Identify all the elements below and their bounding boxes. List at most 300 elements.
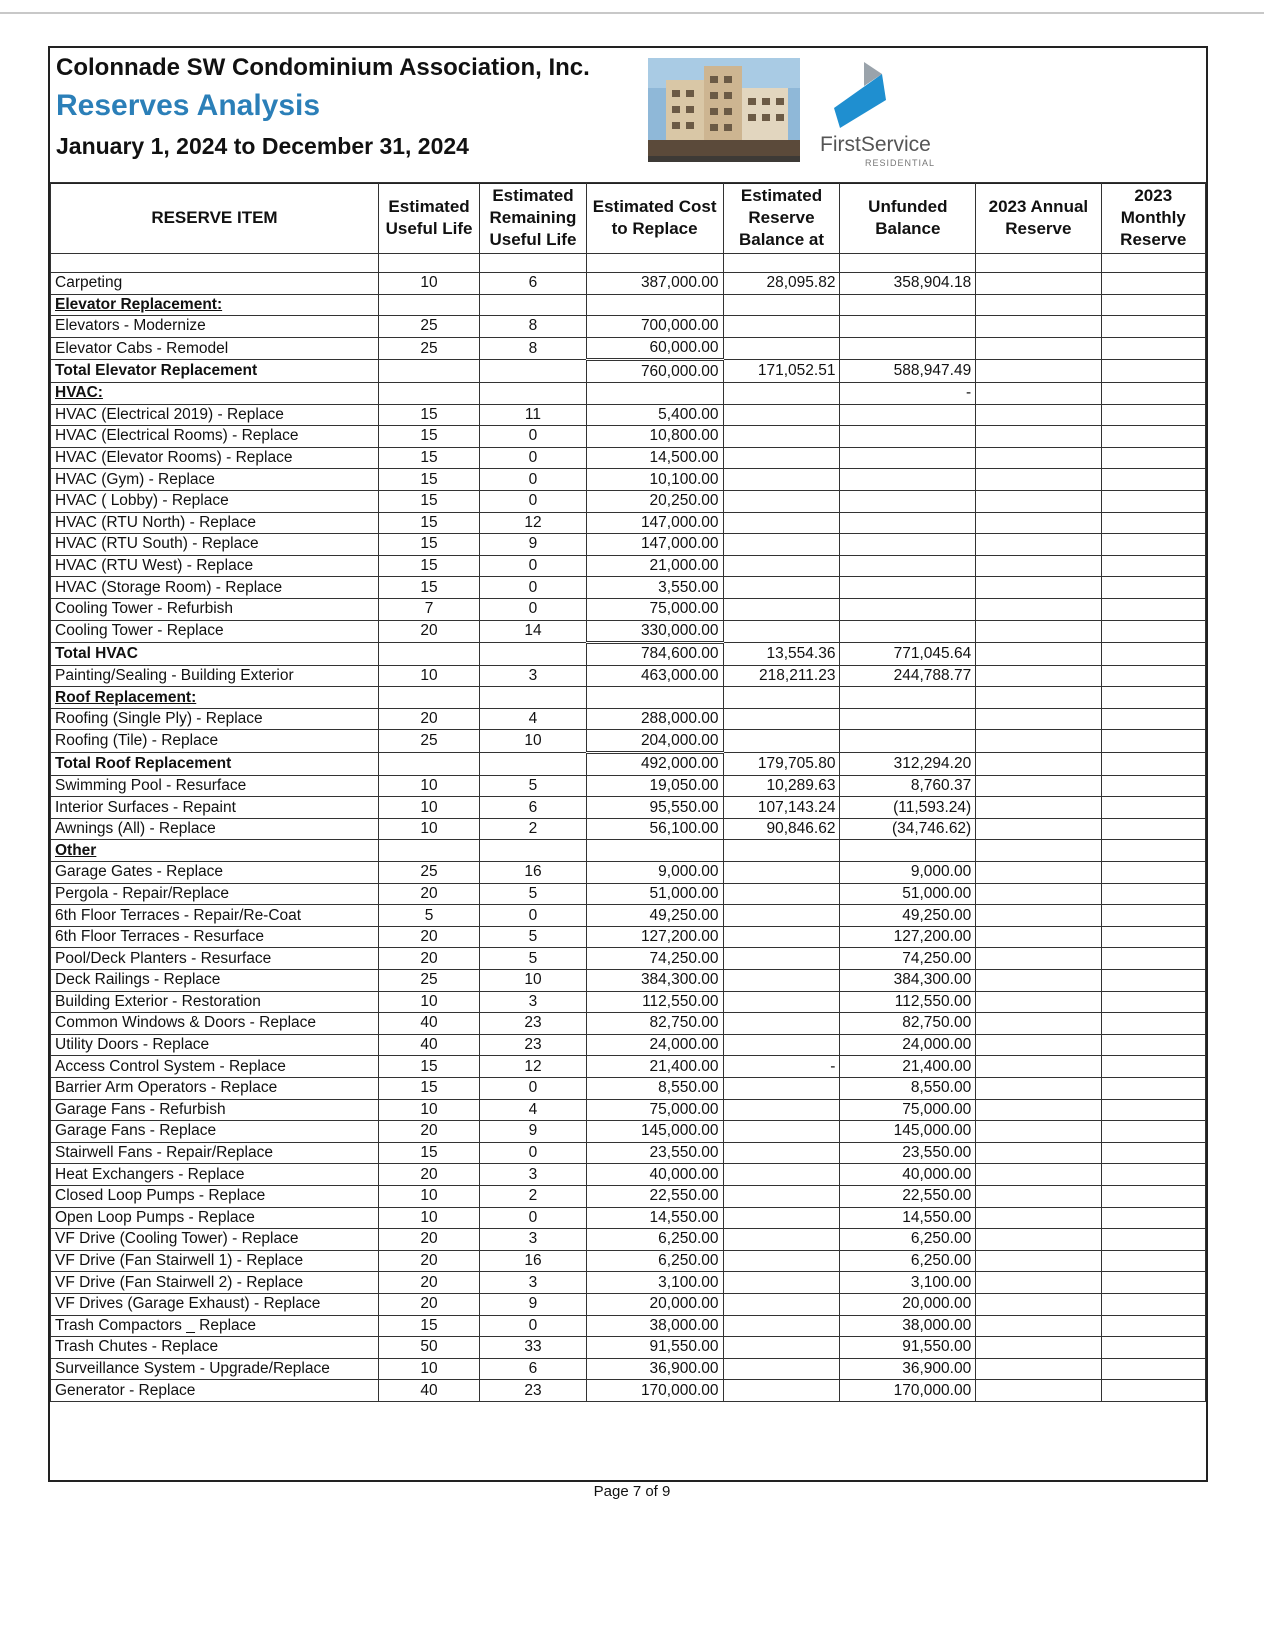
cell-annual-reserve	[976, 1164, 1101, 1186]
cell-unfunded: 8,760.37	[840, 775, 976, 797]
cell-unfunded: -	[840, 382, 976, 404]
cell-remaining-life: 3	[480, 665, 587, 687]
cell-unfunded: 40,000.00	[840, 1164, 976, 1186]
cell-annual-reserve	[976, 316, 1101, 338]
cell-reserve-balance	[723, 1358, 840, 1380]
cell-reserve-balance	[723, 382, 840, 404]
cell-cost: 75,000.00	[586, 598, 723, 620]
table-row	[51, 1013, 1206, 1035]
top-rule	[0, 12, 1264, 14]
cell-useful-life	[378, 382, 479, 404]
cell-cost	[586, 840, 723, 862]
spacer-row	[51, 254, 1206, 273]
logo-name: FirstService	[820, 133, 931, 156]
table-row	[51, 512, 1206, 534]
cell-annual-reserve	[976, 1293, 1101, 1315]
cell-annual-reserve	[976, 273, 1101, 295]
cell-cost: 36,900.00	[586, 1358, 723, 1380]
cell-remaining-life	[480, 687, 587, 709]
table-row	[51, 905, 1206, 927]
cell-reserve-balance: 171,052.51	[723, 360, 840, 383]
cell-remaining-life	[480, 294, 587, 316]
cell-reserve-balance: 13,554.36	[723, 643, 840, 666]
cell-annual-reserve	[976, 797, 1101, 819]
cell-remaining-life	[480, 840, 587, 862]
cell-reserve-balance	[723, 1272, 840, 1294]
cell-useful-life: 25	[378, 862, 479, 884]
cell-monthly-reserve	[1101, 620, 1205, 643]
cell-item: Cooling Tower - Replace	[51, 620, 379, 643]
cell-useful-life: 7	[378, 598, 479, 620]
cell-reserve-balance: 10,289.63	[723, 775, 840, 797]
cell-remaining-life: 0	[480, 1315, 587, 1337]
cell-annual-reserve	[976, 426, 1101, 448]
cell-annual-reserve	[976, 1250, 1101, 1272]
cell-cost: 10,800.00	[586, 426, 723, 448]
cell-annual-reserve	[976, 643, 1101, 666]
cell-reserve-balance	[723, 1077, 840, 1099]
cell-annual-reserve	[976, 360, 1101, 383]
cell-annual-reserve	[976, 1077, 1101, 1099]
cell-remaining-life: 23	[480, 1013, 587, 1035]
table-row	[51, 926, 1206, 948]
cell-monthly-reserve	[1101, 1207, 1205, 1229]
cell-useful-life: 15	[378, 1077, 479, 1099]
cell-reserve-balance	[723, 905, 840, 927]
col-header-annual: 2023 Annual Reserve	[976, 183, 1101, 254]
report-period: January 1, 2024 to December 31, 2024	[56, 133, 469, 159]
cell-reserve-balance: -	[723, 1056, 840, 1078]
cell-remaining-life	[480, 254, 587, 273]
cell-useful-life: 10	[378, 1207, 479, 1229]
cell-item: Closed Loop Pumps - Replace	[51, 1185, 379, 1207]
cell-reserve-balance	[723, 1315, 840, 1337]
cell-annual-reserve	[976, 665, 1101, 687]
cell-cost: 9,000.00	[586, 862, 723, 884]
cell-useful-life	[378, 840, 479, 862]
cell-useful-life: 20	[378, 883, 479, 905]
section-row	[51, 382, 1206, 404]
cell-annual-reserve	[976, 1358, 1101, 1380]
cell-cost: 3,100.00	[586, 1272, 723, 1294]
col-header-item: RESERVE ITEM	[51, 183, 379, 254]
col-header-remaining-life: Estimated Remaining Useful Life	[480, 183, 587, 254]
cell-monthly-reserve	[1101, 1185, 1205, 1207]
section-row	[51, 294, 1206, 316]
cell-annual-reserve	[976, 687, 1101, 709]
cell-cost: 19,050.00	[586, 775, 723, 797]
cell-item: Pool/Deck Planters - Resurface	[51, 948, 379, 970]
cell-cost: 784,600.00	[586, 643, 723, 666]
cell-monthly-reserve	[1101, 469, 1205, 491]
cell-reserve-balance	[723, 577, 840, 599]
cell-item: Stairwell Fans - Repair/Replace	[51, 1142, 379, 1164]
table-row	[51, 1164, 1206, 1186]
cell-unfunded	[840, 730, 976, 753]
table-row	[51, 991, 1206, 1013]
cell-remaining-life: 0	[480, 577, 587, 599]
cell-monthly-reserve	[1101, 883, 1205, 905]
cell-reserve-balance	[723, 1142, 840, 1164]
cell-unfunded	[840, 294, 976, 316]
cell-useful-life: 15	[378, 404, 479, 426]
cell-annual-reserve	[976, 294, 1101, 316]
cell-item: Other	[51, 840, 379, 862]
table-row	[51, 1337, 1206, 1359]
cell-remaining-life: 9	[480, 1121, 587, 1143]
cell-monthly-reserve	[1101, 840, 1205, 862]
cell-cost: 147,000.00	[586, 534, 723, 556]
cell-unfunded: 771,045.64	[840, 643, 976, 666]
cell-useful-life: 20	[378, 1293, 479, 1315]
table-row	[51, 490, 1206, 512]
table-row	[51, 1142, 1206, 1164]
cell-item: Heat Exchangers - Replace	[51, 1164, 379, 1186]
cell-monthly-reserve	[1101, 970, 1205, 992]
cell-cost: 170,000.00	[586, 1380, 723, 1402]
cell-monthly-reserve	[1101, 382, 1205, 404]
cell-monthly-reserve	[1101, 447, 1205, 469]
cell-remaining-life: 10	[480, 730, 587, 753]
table-row	[51, 1293, 1206, 1315]
cell-reserve-balance	[723, 1013, 840, 1035]
cell-item: HVAC (RTU South) - Replace	[51, 534, 379, 556]
cell-remaining-life: 3	[480, 991, 587, 1013]
cell-annual-reserve	[976, 469, 1101, 491]
cell-remaining-life: 9	[480, 534, 587, 556]
table-row	[51, 775, 1206, 797]
cell-useful-life: 50	[378, 1337, 479, 1359]
table-row	[51, 797, 1206, 819]
cell-monthly-reserve	[1101, 294, 1205, 316]
cell-unfunded	[840, 404, 976, 426]
cell-remaining-life: 23	[480, 1380, 587, 1402]
table-header-row	[51, 183, 1206, 254]
cell-monthly-reserve	[1101, 1121, 1205, 1143]
cell-unfunded: 358,904.18	[840, 273, 976, 295]
cell-item: Awnings (All) - Replace	[51, 818, 379, 840]
cell-useful-life: 10	[378, 991, 479, 1013]
cell-cost: 60,000.00	[586, 337, 723, 360]
cell-reserve-balance	[723, 1185, 840, 1207]
cell-useful-life: 15	[378, 1056, 479, 1078]
cell-monthly-reserve	[1101, 730, 1205, 753]
cell-item: Carpeting	[51, 273, 379, 295]
cell-cost: 288,000.00	[586, 708, 723, 730]
cell-reserve-balance	[723, 1121, 840, 1143]
cell-reserve-balance	[723, 426, 840, 448]
cell-monthly-reserve	[1101, 1358, 1205, 1380]
association-name: Colonnade SW Condominium Association, Inc.	[56, 54, 590, 81]
cell-remaining-life: 4	[480, 1099, 587, 1121]
cell-monthly-reserve	[1101, 862, 1205, 884]
cell-cost: 74,250.00	[586, 948, 723, 970]
cell-remaining-life	[480, 360, 587, 383]
cell-useful-life	[378, 753, 479, 776]
cell-monthly-reserve	[1101, 1056, 1205, 1078]
cell-reserve-balance	[723, 862, 840, 884]
cell-unfunded	[840, 598, 976, 620]
cell-unfunded	[840, 577, 976, 599]
cell-annual-reserve	[976, 534, 1101, 556]
cell-unfunded: 82,750.00	[840, 1013, 976, 1035]
cell-unfunded	[840, 708, 976, 730]
cell-unfunded: 14,550.00	[840, 1207, 976, 1229]
cell-unfunded	[840, 620, 976, 643]
cell-annual-reserve	[976, 753, 1101, 776]
cell-monthly-reserve	[1101, 577, 1205, 599]
cell-monthly-reserve	[1101, 316, 1205, 338]
cell-annual-reserve	[976, 1034, 1101, 1056]
cell-annual-reserve	[976, 1272, 1101, 1294]
table-row	[51, 316, 1206, 338]
col-header-unfunded: Unfunded Balance	[840, 183, 976, 254]
cell-unfunded: 127,200.00	[840, 926, 976, 948]
cell-unfunded: 49,250.00	[840, 905, 976, 927]
cell-reserve-balance	[723, 294, 840, 316]
cell-unfunded: 51,000.00	[840, 883, 976, 905]
cell-item: Cooling Tower - Refurbish	[51, 598, 379, 620]
cell-remaining-life: 9	[480, 1293, 587, 1315]
cell-item	[51, 254, 379, 273]
cell-remaining-life: 14	[480, 620, 587, 643]
cell-cost: 6,250.00	[586, 1250, 723, 1272]
table-row	[51, 1034, 1206, 1056]
cell-annual-reserve	[976, 1207, 1101, 1229]
cell-remaining-life: 5	[480, 926, 587, 948]
cell-useful-life: 25	[378, 730, 479, 753]
cell-cost: 91,550.00	[586, 1337, 723, 1359]
table-row	[51, 577, 1206, 599]
cell-unfunded	[840, 490, 976, 512]
cell-reserve-balance: 179,705.80	[723, 753, 840, 776]
cell-annual-reserve	[976, 620, 1101, 643]
cell-remaining-life	[480, 643, 587, 666]
cell-unfunded	[840, 426, 976, 448]
cell-item: Garage Fans - Refurbish	[51, 1099, 379, 1121]
cell-remaining-life: 8	[480, 337, 587, 360]
cell-annual-reserve	[976, 1056, 1101, 1078]
cell-monthly-reserve	[1101, 1013, 1205, 1035]
cell-unfunded	[840, 337, 976, 360]
cell-reserve-balance	[723, 404, 840, 426]
cell-cost: 700,000.00	[586, 316, 723, 338]
cell-unfunded: 170,000.00	[840, 1380, 976, 1402]
cell-annual-reserve	[976, 447, 1101, 469]
cell-cost: 6,250.00	[586, 1229, 723, 1251]
cell-item: HVAC (Storage Room) - Replace	[51, 577, 379, 599]
cell-monthly-reserve	[1101, 555, 1205, 577]
cell-cost: 5,400.00	[586, 404, 723, 426]
cell-item: VF Drive (Fan Stairwell 2) - Replace	[51, 1272, 379, 1294]
table-row	[51, 620, 1206, 643]
cell-item: Total Elevator Replacement	[51, 360, 379, 383]
cell-annual-reserve	[976, 970, 1101, 992]
cell-remaining-life: 5	[480, 948, 587, 970]
cell-remaining-life: 23	[480, 1034, 587, 1056]
table-body	[51, 254, 1206, 1402]
cell-remaining-life: 3	[480, 1164, 587, 1186]
cell-monthly-reserve	[1101, 534, 1205, 556]
cell-unfunded: 21,400.00	[840, 1056, 976, 1078]
cell-item: Painting/Sealing - Building Exterior	[51, 665, 379, 687]
cell-monthly-reserve	[1101, 426, 1205, 448]
cell-monthly-reserve	[1101, 512, 1205, 534]
cell-item: VF Drives (Garage Exhaust) - Replace	[51, 1293, 379, 1315]
cell-annual-reserve	[976, 862, 1101, 884]
cell-remaining-life: 0	[480, 447, 587, 469]
cell-monthly-reserve	[1101, 1380, 1205, 1402]
cell-annual-reserve	[976, 382, 1101, 404]
cell-cost: 384,300.00	[586, 970, 723, 992]
cell-reserve-balance	[723, 1250, 840, 1272]
cell-cost	[586, 294, 723, 316]
cell-remaining-life: 12	[480, 1056, 587, 1078]
cell-annual-reserve	[976, 577, 1101, 599]
table-row	[51, 1185, 1206, 1207]
table-row	[51, 665, 1206, 687]
cell-monthly-reserve	[1101, 926, 1205, 948]
table-row	[51, 426, 1206, 448]
cell-reserve-balance	[723, 991, 840, 1013]
section-row	[51, 687, 1206, 709]
cell-useful-life	[378, 360, 479, 383]
cell-reserve-balance	[723, 555, 840, 577]
cell-useful-life: 10	[378, 797, 479, 819]
cell-item: Roofing (Single Ply) - Replace	[51, 708, 379, 730]
cell-cost: 49,250.00	[586, 905, 723, 927]
cell-item: Roof Replacement:	[51, 687, 379, 709]
cell-unfunded: 145,000.00	[840, 1121, 976, 1143]
cell-item: Utility Doors - Replace	[51, 1034, 379, 1056]
cell-item: Barrier Arm Operators - Replace	[51, 1077, 379, 1099]
table-row	[51, 708, 1206, 730]
cell-monthly-reserve	[1101, 797, 1205, 819]
cell-monthly-reserve	[1101, 490, 1205, 512]
cell-useful-life: 20	[378, 620, 479, 643]
cell-unfunded: 6,250.00	[840, 1229, 976, 1251]
cell-remaining-life	[480, 382, 587, 404]
col-header-cost: Estimated Cost to Replace	[586, 183, 723, 254]
cell-unfunded: (11,593.24)	[840, 797, 976, 819]
cell-useful-life: 20	[378, 1164, 479, 1186]
cell-remaining-life: 0	[480, 555, 587, 577]
cell-annual-reserve	[976, 1229, 1101, 1251]
cell-annual-reserve	[976, 818, 1101, 840]
cell-cost: 21,400.00	[586, 1056, 723, 1078]
cell-annual-reserve	[976, 905, 1101, 927]
cell-reserve-balance	[723, 490, 840, 512]
cell-useful-life: 15	[378, 555, 479, 577]
cell-item: HVAC:	[51, 382, 379, 404]
cell-unfunded	[840, 447, 976, 469]
cell-monthly-reserve	[1101, 708, 1205, 730]
table-row	[51, 534, 1206, 556]
cell-cost: 51,000.00	[586, 883, 723, 905]
cell-item: Trash Compactors _ Replace	[51, 1315, 379, 1337]
cell-reserve-balance: 218,211.23	[723, 665, 840, 687]
cell-monthly-reserve	[1101, 360, 1205, 383]
cell-reserve-balance	[723, 620, 840, 643]
col-header-monthly: 2023 Monthly Reserve	[1101, 183, 1205, 254]
table-row	[51, 404, 1206, 426]
cell-unfunded: 22,550.00	[840, 1185, 976, 1207]
cell-remaining-life: 0	[480, 1142, 587, 1164]
cell-reserve-balance	[723, 534, 840, 556]
cell-annual-reserve	[976, 1337, 1101, 1359]
cell-monthly-reserve	[1101, 818, 1205, 840]
cell-reserve-balance	[723, 1207, 840, 1229]
cell-reserve-balance	[723, 447, 840, 469]
cell-cost: 14,550.00	[586, 1207, 723, 1229]
cell-item: Pergola - Repair/Replace	[51, 883, 379, 905]
cell-annual-reserve	[976, 1185, 1101, 1207]
cell-monthly-reserve	[1101, 273, 1205, 295]
cell-unfunded: 9,000.00	[840, 862, 976, 884]
cell-annual-reserve	[976, 1099, 1101, 1121]
cell-item: VF Drive (Fan Stairwell 1) - Replace	[51, 1250, 379, 1272]
cell-remaining-life: 16	[480, 1250, 587, 1272]
cell-monthly-reserve	[1101, 337, 1205, 360]
cell-remaining-life: 6	[480, 1358, 587, 1380]
cell-useful-life: 10	[378, 1185, 479, 1207]
cell-cost: 24,000.00	[586, 1034, 723, 1056]
table-row	[51, 555, 1206, 577]
cell-useful-life: 15	[378, 534, 479, 556]
cell-cost: 127,200.00	[586, 926, 723, 948]
table-row	[51, 1229, 1206, 1251]
cell-unfunded	[840, 254, 976, 273]
cell-annual-reserve	[976, 490, 1101, 512]
cell-cost	[586, 382, 723, 404]
cell-useful-life: 20	[378, 1229, 479, 1251]
cell-annual-reserve	[976, 598, 1101, 620]
cell-cost	[586, 687, 723, 709]
cell-useful-life: 10	[378, 273, 479, 295]
table-row	[51, 1358, 1206, 1380]
cell-item: Total Roof Replacement	[51, 753, 379, 776]
cell-monthly-reserve	[1101, 991, 1205, 1013]
cell-reserve-balance	[723, 1164, 840, 1186]
cell-unfunded	[840, 316, 976, 338]
cell-annual-reserve	[976, 991, 1101, 1013]
cell-unfunded	[840, 687, 976, 709]
cell-cost: 20,250.00	[586, 490, 723, 512]
cell-reserve-balance	[723, 1034, 840, 1056]
cell-item: Building Exterior - Restoration	[51, 991, 379, 1013]
cell-useful-life: 10	[378, 818, 479, 840]
cell-remaining-life: 11	[480, 404, 587, 426]
cell-annual-reserve	[976, 512, 1101, 534]
table-row	[51, 1099, 1206, 1121]
cell-cost: 56,100.00	[586, 818, 723, 840]
col-header-useful-life: Estimated Useful Life	[378, 183, 479, 254]
cell-annual-reserve	[976, 708, 1101, 730]
cell-useful-life: 40	[378, 1380, 479, 1402]
cell-item: Garage Gates - Replace	[51, 862, 379, 884]
cell-remaining-life: 5	[480, 883, 587, 905]
cell-reserve-balance	[723, 1380, 840, 1402]
cell-reserve-balance	[723, 730, 840, 753]
cell-unfunded: 112,550.00	[840, 991, 976, 1013]
cell-remaining-life: 0	[480, 426, 587, 448]
cell-item: Swimming Pool - Resurface	[51, 775, 379, 797]
cell-cost: 145,000.00	[586, 1121, 723, 1143]
cell-monthly-reserve	[1101, 1142, 1205, 1164]
col-header-balance: Estimated Reserve Balance at	[723, 183, 840, 254]
cell-cost: 330,000.00	[586, 620, 723, 643]
cell-reserve-balance	[723, 970, 840, 992]
